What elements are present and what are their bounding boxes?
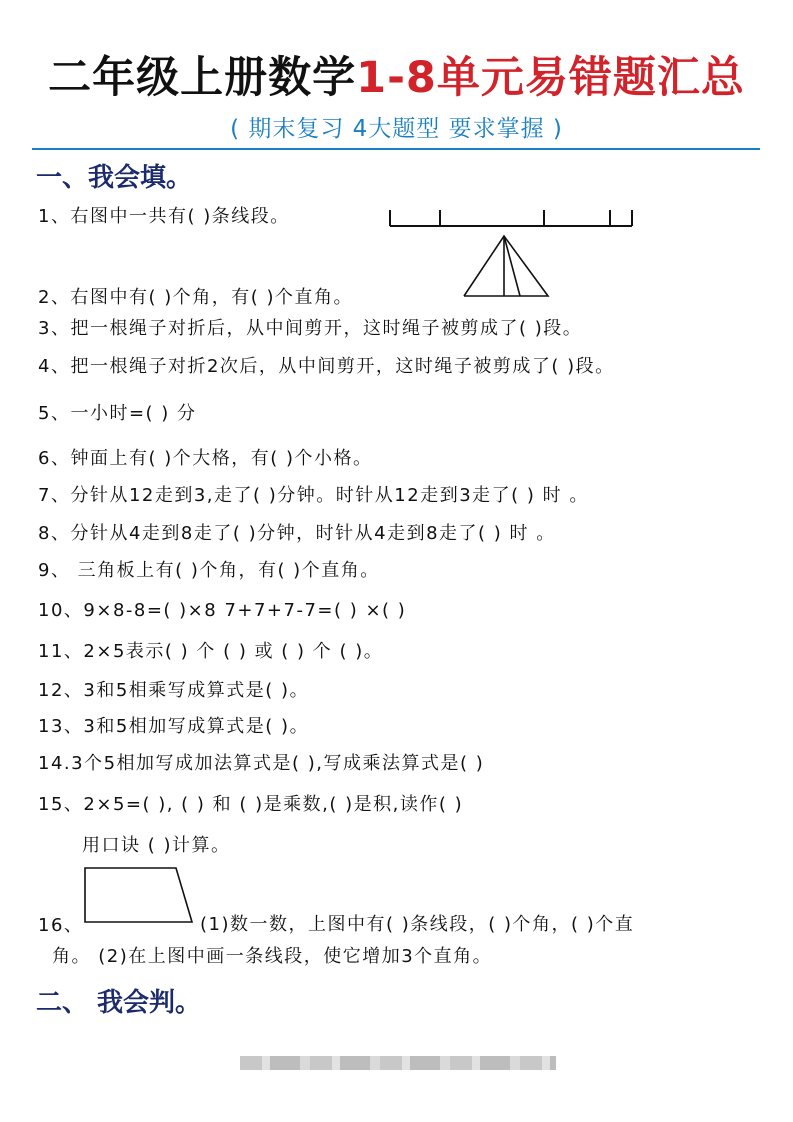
question-15-continued: 用口诀 ( )计算。 (82, 835, 231, 856)
question-6: 6、钟面上有( )个大格，有( )个小格。 (38, 448, 373, 469)
question-8: 8、分针从4走到8走了( )分钟，时针从4走到8走了( ) 时 。 (38, 523, 556, 544)
triangle-angle-figure (460, 232, 552, 300)
page-title (0, 44, 793, 105)
question-16-part-1: (1)数一数，上图中有( )条线段，( )个角，( )个直 (200, 914, 635, 935)
question-12: 12、3和5相乘写成算式是( )。 (38, 680, 310, 701)
section-one-heading: 一、我会填。 (36, 163, 193, 193)
question-2: 2、右图中有( )个角，有( )个直角。 (38, 287, 353, 308)
question-14: 14.3个5相加写成加法算式是( ),写成乘法算式是( ) (38, 753, 485, 774)
question-9: 9、 三角板上有( )个角，有( )个直角。 (38, 560, 380, 581)
page-subtitle: ( 期末复习 4大题型 要求掌握 ) (230, 116, 563, 142)
question-15: 15、2×5=( ), ( ) 和 ( )是乘数,( )是积,读作( ) (38, 794, 464, 815)
line-segment-figure (386, 204, 636, 230)
question-4: 4、把一根绳子对折2次后，从中间剪开，这时绳子被剪成了( )段。 (38, 356, 615, 377)
question-5: 5、一小时=( ) 分 (38, 403, 197, 424)
title-black: 二年级上册数学 (48, 53, 357, 103)
question-13: 13、3和5相加写成算式是( )。 (38, 716, 310, 737)
section-two-heading: 二、 我会判。 (36, 988, 202, 1018)
blurred-footer-watermark (240, 1056, 556, 1070)
title-red: 1-8单元易错题汇总 (356, 53, 745, 103)
question-1: 1、右图中一共有( )条线段。 (38, 206, 290, 227)
question-16-part-2: 角。 (2)在上图中画一条线段，使它增加3个直角。 (52, 946, 493, 967)
question-16-label: 16、 (38, 915, 84, 936)
question-7: 7、分针从12走到3,走了( )分钟。时针从12走到3走了( ) 时 。 (38, 485, 589, 506)
header-divider (32, 148, 760, 150)
question-10: 10、9×8-8=( )×8 7+7+7-7=( ) ×( ) (38, 600, 407, 621)
quadrilateral-figure (82, 864, 196, 926)
question-11: 11、2×5表示( ) 个 ( ) 或 ( ) 个 ( )。 (38, 641, 384, 662)
question-3: 3、把一根绳子对折后，从中间剪开，这时绳子被剪成了( )段。 (38, 318, 583, 339)
